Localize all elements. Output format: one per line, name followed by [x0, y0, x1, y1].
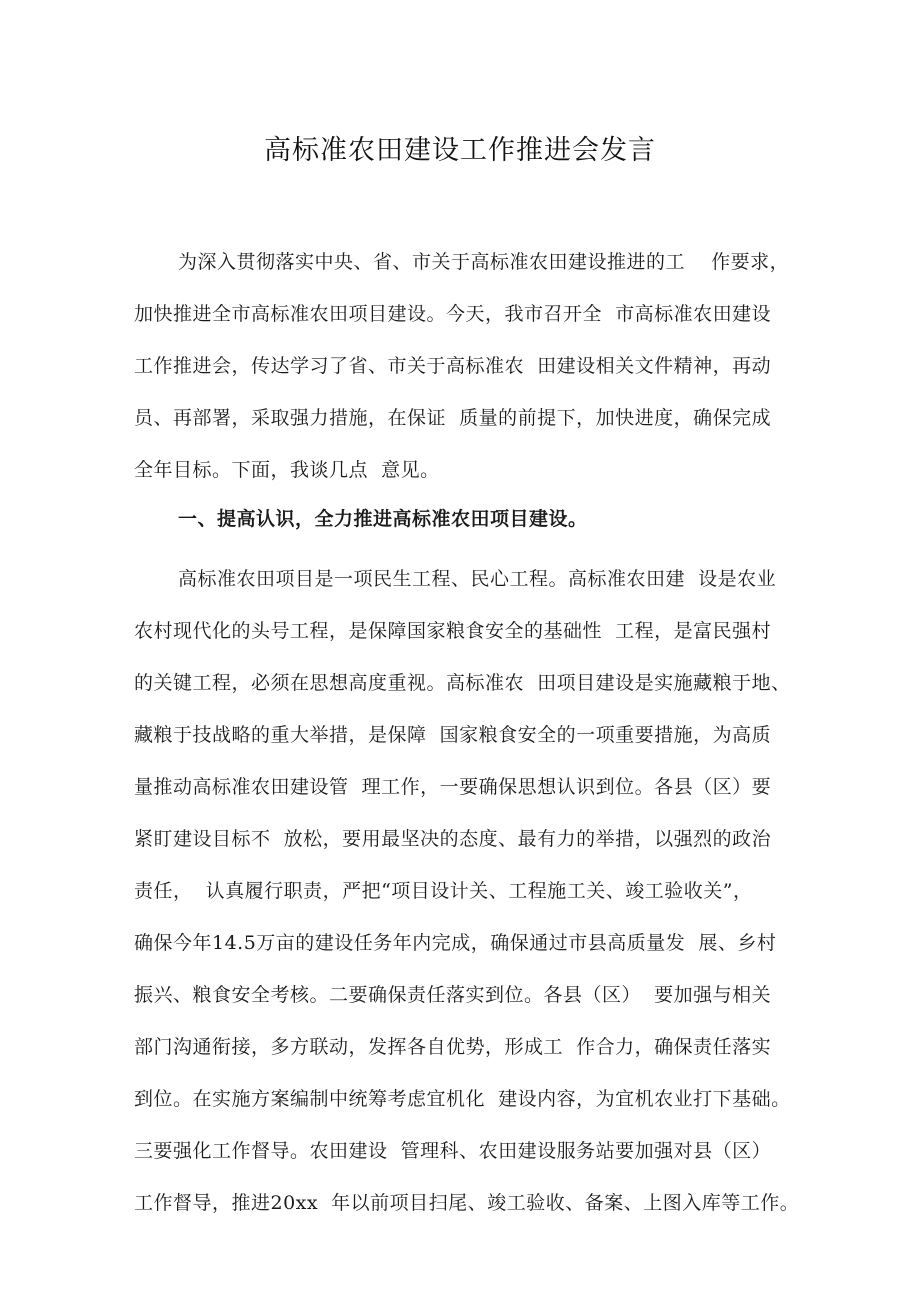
paragraph-line: 量推动高标准农田建设管 理工作，一要确保思想认识到位。各县（区）要 — [134, 776, 772, 798]
paragraph-line: 藏粮于技战略的重大举措，是保障 国家粮食安全的一项重要措施，为高质 — [134, 724, 772, 746]
paragraph-line: 紧盯建设目标不 放松，要用最坚决的态度、最有力的举措，以强烈的政治 — [134, 828, 772, 850]
paragraph-line: 农村现代化的头号工程，是保障国家粮食安全的基础性 工程，是富民强村 — [134, 620, 772, 642]
paragraph-line: 责任， 认真履行职责，严把“项目设计关、工程施工关、竣工验收关”， — [134, 880, 753, 902]
paragraph-1 — [134, 236, 794, 496]
section-heading-1 — [134, 493, 794, 545]
paragraph-line: 部门沟通衔接，多方联动，发挥各自优势，形成工 作合力，确保责任落实 — [134, 1036, 772, 1058]
paragraph-line: 工作督导，推进20xx 年以前项目扫尾、竣工验收、备案、上图入库等工作。 — [134, 1192, 800, 1214]
paragraph-line: 高标准农田项目是一项民生工程、民心工程。高标准农田建 设是农业 — [178, 568, 777, 590]
paragraph-line: 加快推进全市高标准农田项目建设。今天，我市召开全 市高标准农田建设 — [134, 303, 772, 325]
paragraph-line: 确保今年14.5万亩的建设任务年内完成，确保通过市县高质量发 展、乡村 — [134, 932, 777, 954]
section-heading: 一、提高认识，全力推进高标准农田项目建设。 — [178, 508, 588, 530]
paragraph-line: 员、再部署，采取强力措施，在保证 质量的前提下，加快进度，确保完成 — [134, 407, 772, 429]
document-title: 高标准农田建设工作推进会发言 — [264, 135, 656, 166]
paragraph-line: 为深入贯彻落实中央、省、市关于高标准农田建设推进的工 作要求， — [178, 251, 790, 273]
paragraph-line: 全年目标。下面，我谈几点 意见。 — [134, 459, 440, 481]
paragraph-2 — [134, 553, 800, 1229]
paragraph-line: 振兴、粮食安全考核。二要确保责任落实到位。各县（区） 要加强与相关 — [134, 984, 772, 1006]
paragraph-line: 的关键工程，必须在思想高度重视。高标准农 田项目建设是实施藏粮于地、 — [134, 672, 791, 694]
paragraph-line: 工作推进会，传达学习了省、市关于高标准农 田建设相关文件精神，再动 — [134, 355, 772, 377]
paragraph-line: 到位。在实施方案编制中统筹考虑宜机化 建设内容，为宜机农业打下基础。 — [134, 1088, 791, 1110]
paragraph-line: 三要强化工作督导。农田建设 管理科、农田建设服务站要加强对县（区） — [134, 1140, 772, 1162]
